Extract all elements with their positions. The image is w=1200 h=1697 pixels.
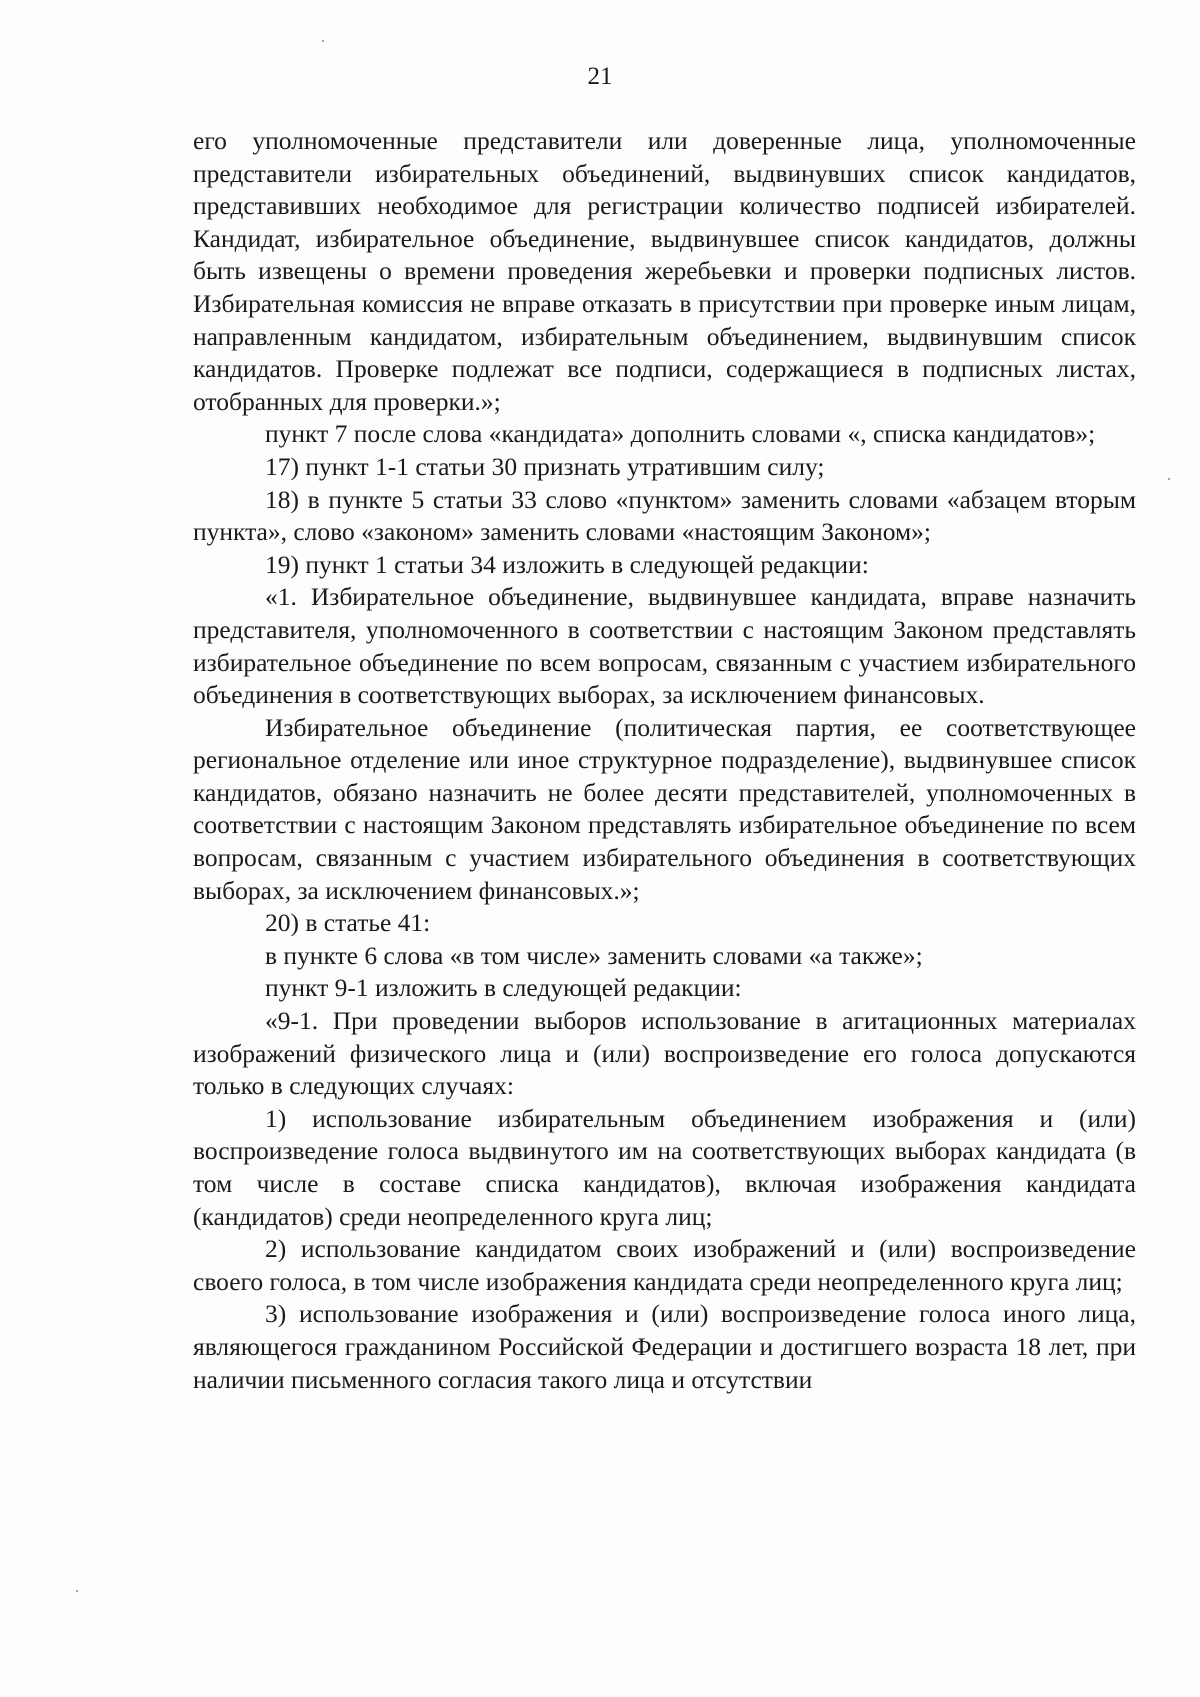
page-number: 21 bbox=[587, 63, 613, 90]
paragraph-case-1: 1) использование избирательным объединением изображения и (или) воспроизведение голоса выдвинутого им на соответствующих выборах кандидата (в том числе в составе списка кандидатов), включая изображения кандидата (кандидатов) среди неопределенного круга лиц; bbox=[193, 1103, 1136, 1231]
paragraph-item-7: пункт 7 после слова «кандидата» дополнить словами «, списка кандидатов»; bbox=[265, 419, 1096, 449]
paragraph-quote-1-part-2: Избирательное объединение (политическая партия, ее соответствующее региональное отделение или иное структурное подразделение), выдвинувшее список кандидатов, обязано назначить не более десяти представителей, уполномоченных в соответствии с настоящим Законом представлять избирательное объединение по всем вопросам, связанным с участием избирательного объединения в соответствующих выборах, за исключением финансовых.»; bbox=[193, 712, 1136, 905]
paragraph-item-20-point-6: в пункте 6 слова «в том числе» заменить словами «а также»; bbox=[265, 940, 923, 970]
scan-speck bbox=[322, 40, 324, 42]
paragraph-case-2: 2) использование кандидатом своих изображений и (или) воспроизведение своего голоса, в том числе изображения кандидата среди неопределенного круга лиц; bbox=[193, 1234, 1136, 1296]
scan-speck bbox=[76, 1590, 78, 1592]
paragraph-case-3: 3) использование изображения и (или) воспроизведение голоса иного лица, являющегося гражданином Российской Федерации и достигшего возраста 18 лет, при наличии письменного согласия такого лица и отсутствии bbox=[193, 1299, 1136, 1394]
scan-speck bbox=[1168, 478, 1170, 480]
document-body bbox=[193, 125, 1136, 1396]
paragraph-quote-9-1: «9-1. При проведении выборов использование в агитационных материалах изображений физического лица и (или) воспроизведение его голоса допускаются только в следующих случаях: bbox=[193, 1006, 1136, 1101]
paragraph-item-17: 17) пункт 1-1 статьи 30 признать утратившим силу; bbox=[265, 451, 825, 481]
paragraph-continuation: его уполномоченные представители или доверенные лица, уполномоченные представители избирательных объединений, выдвинувших список кандидатов, представивших необходимое для регистрации количество подписей избирателей. Кандидат, избирательное объединение, выдвинувшее список кандидатов, должны быть извещены о времени проведения жеребьевки и проверки подписных листов. Избирательная комиссия не вправе отказать в присутствии при проверке иным лицам, направленным кандидатом, избирательным объединением, выдвинувшим список кандидатов. Проверке подлежат все подписи, содержащиеся в подписных листах, отобранных для проверки.»; bbox=[193, 126, 1136, 416]
paragraph-item-18: 18) в пункте 5 статьи 33 слово «пунктом» заменить словами «абзацем вторым пункта», слово «законом» заменить словами «настоящим Законом»; bbox=[193, 484, 1136, 547]
paragraph-quote-1: «1. Избирательное объединение, выдвинувшее кандидата, вправе назначить представителя, уполномоченного в соответствии с настоящим Законом представлять избирательное объединение по всем вопросам, связанным с участием избирательного объединения в соответствующих выборах, за исключением финансовых. bbox=[193, 582, 1136, 710]
paragraph-item-19: 19) пункт 1 статьи 34 изложить в следующей редакции: bbox=[265, 549, 869, 579]
paragraph-item-20: 20) в статье 41: bbox=[265, 908, 431, 938]
paragraph-item-20-point-9-1: пункт 9-1 изложить в следующей редакции: bbox=[265, 973, 742, 1003]
